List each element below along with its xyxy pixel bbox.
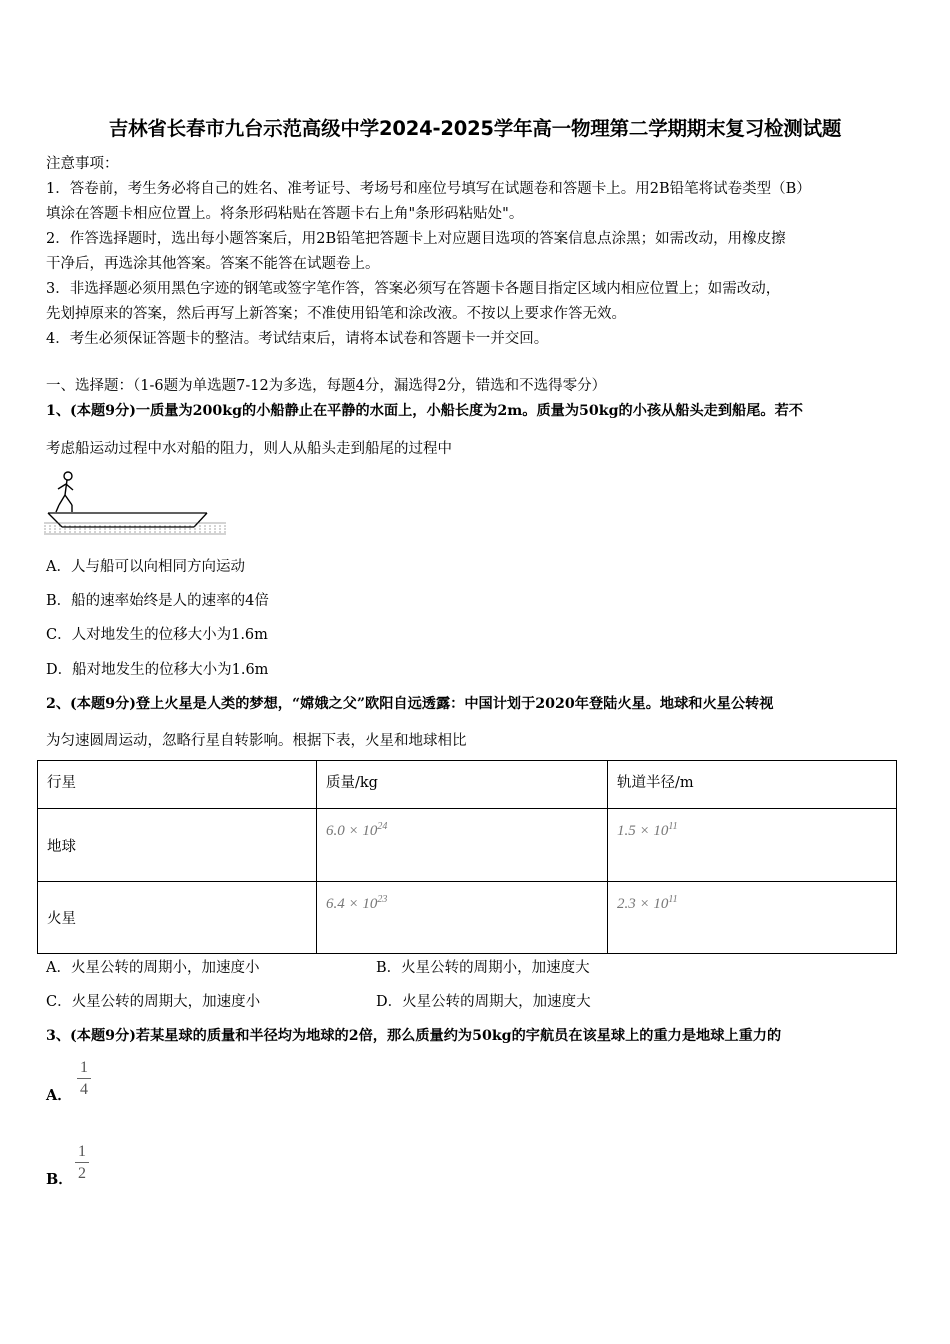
question-1-text-cont: 考虑船运动过程中水对船的阻力，则人从船头走到船尾的过程中: [46, 441, 452, 457]
table-cell: 火星: [38, 882, 317, 954]
planet-table: [37, 760, 897, 954]
q2-option-c: C．火星公转的周期大，加速度小: [46, 994, 261, 1010]
mass-value: 6.0 × 10: [326, 823, 378, 839]
radius-exponent: 11: [668, 894, 678, 905]
table-row: [38, 809, 897, 882]
notice-line: 3．非选择题必须用黑色字迹的钢笔或签字笔作答，答案必须写在答题卡各题目指定区域内相应位置上；如需改动，: [46, 281, 781, 297]
boat-figure: [44, 468, 228, 538]
boat-hull-icon: [48, 513, 207, 527]
mass-exponent: 23: [377, 894, 388, 905]
table-header: 质量/kg: [317, 761, 608, 809]
q1-option-d: D．船对地发生的位移大小为1.6m: [46, 662, 269, 678]
q3-option-a-fraction: [77, 1059, 91, 1099]
fraction-denominator: 2: [78, 1165, 86, 1182]
q2-option-b: B．火星公转的周期小，加速度大: [376, 960, 590, 976]
page-title: 吉林省长春市九台示范高级中学2024-2025学年高一物理第二学期期末复习检测试题: [108, 117, 842, 140]
q2-option-d: D．火星公转的周期大，加速度大: [376, 994, 591, 1010]
q2-option-a: A．火星公转的周期小，加速度小: [46, 960, 260, 976]
person-icon: [56, 472, 73, 512]
table-header: 轨道半径/m: [608, 761, 897, 809]
table-cell: [317, 882, 608, 954]
section-heading: 一、选择题：（1-6题为单选题7-12为多选，每题4分，漏选得2分，错选和不选得零分）: [46, 378, 607, 394]
notice-heading: 注意事项：: [46, 156, 119, 172]
notice-line: 2．作答选择题时，选出每小题答案后，用2B铅笔把答题卡上对应题目选项的答案信息点涂黑；如需改动，用橡皮擦: [46, 231, 786, 247]
radius-value: 1.5 × 10: [617, 823, 669, 839]
water-surface-icon: [44, 523, 226, 534]
mass-exponent: 24: [377, 821, 388, 832]
q3-option-b-fraction: [75, 1143, 89, 1183]
table-cell: 地球: [38, 809, 317, 882]
notice-line: 干净后，再选涂其他答案。答案不能答在试题卷上。: [46, 256, 380, 272]
mass-value: 6.4 × 10: [326, 896, 378, 912]
question-2-text: 2、(本题9分)登上火星是人类的梦想，“嫦娥之父”欧阳自远透露：中国计划于2020年登陆火星。地球和火星公转视: [46, 696, 774, 712]
table-cell: [317, 809, 608, 882]
table-header: 行星: [38, 761, 317, 809]
q1-option-b: B．船的速率始终是人的速率的4倍: [46, 593, 269, 609]
table-cell: [608, 882, 897, 954]
fraction-denominator: 4: [80, 1081, 88, 1098]
q3-option-a-label: A．: [46, 1087, 72, 1104]
fraction-numerator: 1: [75, 1143, 89, 1163]
notice-block: [46, 152, 911, 352]
radius-exponent: 11: [668, 821, 678, 832]
table-header-row: [38, 761, 897, 809]
question-1-text: 1、(本题9分)一质量为200kg的小船静止在平静的水面上，小船长度为2m。质量为50kg的小孩从船头走到船尾。若不: [46, 403, 803, 419]
notice-line: 1．答卷前，考生务必将自己的姓名、准考证号、考场号和座位号填写在试题卷和答题卡上。用2B铅笔将试卷类型（B）: [46, 181, 811, 197]
radius-value: 2.3 × 10: [617, 896, 669, 912]
q3-option-b-label: B．: [46, 1171, 73, 1188]
table-cell: [608, 809, 897, 882]
notice-line: 先划掉原来的答案，然后再写上新答案；不准使用铅笔和涂改液。不按以上要求作答无效。: [46, 306, 626, 322]
table-row: [38, 882, 897, 954]
question-3-text: 3、(本题9分)若某星球的质量和半径均为地球的2倍，那么质量约为50kg的宇航员在该星球上的重力是地球上重力的: [46, 1028, 782, 1044]
q1-option-a: A．人与船可以向相同方向运动: [46, 559, 245, 575]
q1-option-c: C．人对地发生的位移大小为1.6m: [46, 627, 268, 643]
notice-line: 4．考生必须保证答题卡的整洁。考试结束后，请将本试卷和答题卡一并交回。: [46, 331, 549, 347]
notice-line: 填涂在答题卡相应位置上。将条形码粘贴在答题卡右上角"条形码粘贴处"。: [46, 206, 524, 222]
fraction-numerator: 1: [77, 1059, 91, 1079]
question-2-text-cont: 为匀速圆周运动，忽略行星自转影响。根据下表，火星和地球相比: [46, 733, 467, 749]
